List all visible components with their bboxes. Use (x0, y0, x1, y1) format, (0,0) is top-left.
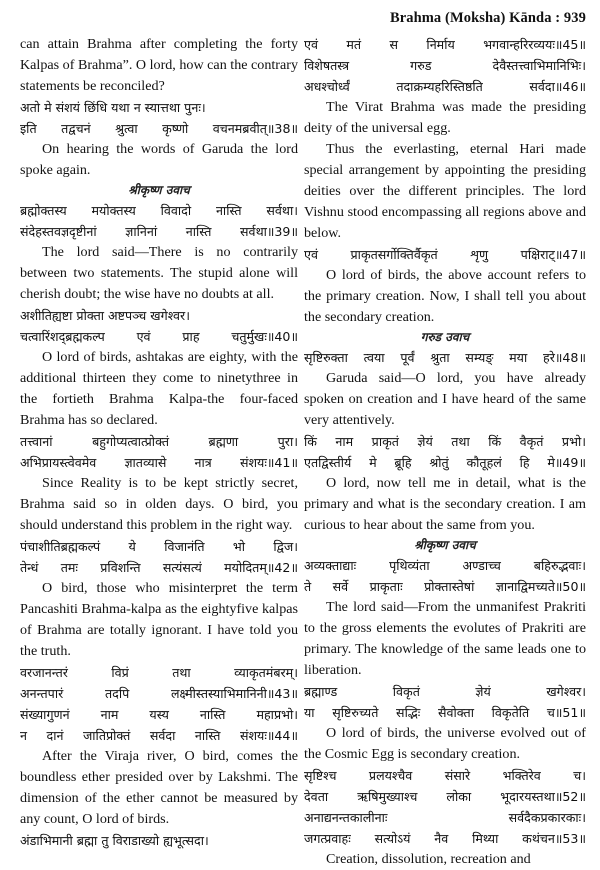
speaker-heading: गरुड उवाच (420, 330, 470, 344)
verse-line: चत्वारिंशद्ब्रह्मकल्प एवं प्राह चतुर्मुखः॥40॥ (20, 329, 298, 344)
verse-line: इति तद्वचनं श्रुत्वा कृष्णो वचनमब्रवीत्‌॥38॥ (20, 121, 298, 136)
paragraph: On hearing the words of Garuda the lord spoke again. (20, 141, 298, 178)
paragraph: O lord, now tell me in detail, what is the primary and what is the secondary creation. I am curious to hear about the same from you. (304, 475, 586, 533)
verse-line: अशीतिह्यष्टा प्रोक्ता अष्टपञ्च खगेश्वर। (20, 308, 190, 323)
verse-line: किं नाम प्राकृतं ज्ञेयं तथा किं वैकृतं प्रभो। (304, 434, 586, 449)
two-column-body (20, 34, 586, 870)
verse-line: सृष्टिश्च प्रलयश्चैव संसारे भक्तिरेव च। (304, 768, 586, 783)
verse-line: या सृष्टिरुच्यते सद्भिः सैवोक्ता विकृतेति च॥51॥ (304, 705, 586, 720)
paragraph: O bird, those who misinterpret the term Pancashiti Brahma-kalpa as the eightyfive kalpas of Brahma are totally ignorant. I have told you the truth. (20, 580, 298, 659)
paragraph: The lord said—There is no contrarily between two statements. The stupid alone will cherish doubt; the wise have no doubts at all. (20, 244, 298, 302)
speaker-heading: श्रीकृष्ण उवाच (128, 183, 190, 197)
paragraph: O lord of birds, the above account refers to the primary creation. Now, I shall tell you about the secondary creation. (304, 267, 586, 325)
verse-line: अधश्चोर्ध्वं तदाक्रम्यहरिस्तिष्ठति सर्वदा॥46॥ (304, 79, 586, 94)
verse-line: जगत्प्रवाहः सत्योऽयं नैव मिथ्या कथंचन॥53॥ (304, 831, 586, 846)
verse-line: अतो मे संशयं छिंधि यथा न स्यात्तथा पुनः। (20, 100, 206, 115)
verse-line: एतद्विस्तीर्य मे ब्रूहि श्रोतुं कौतूहलं हि मे॥49॥ (304, 455, 586, 470)
verse-line: संदेहस्तवज्ञदृष्टीनां ज्ञानिनां नास्ति सर्वथा॥39॥ (20, 224, 298, 239)
right-column (304, 34, 586, 870)
verse-line: अनाद्यनन्तकालीनाः सर्वदैकप्रकारकाः। (304, 810, 586, 825)
verse-line: पंचाशीतिब्रह्मकल्पं ये विजानंति भो द्विज। (20, 539, 298, 554)
paragraph: Creation, dissolution, recreation and (326, 851, 531, 867)
verse-line: सृष्टिरुक्ता त्वया पूर्वं श्रुता सम्यङ्‌ मया हरे॥48॥ (304, 350, 586, 365)
running-header: Brahma (Moksha) Kānda : 939 (389, 10, 586, 26)
paragraph: can attain Brahma after completing the forty Kalpas of Brahma”. O lord, how can the contrary statements be reconciled? (20, 36, 298, 94)
verse-line: न दानं जातिप्रोक्तं सर्वदा नास्ति संशयः॥44॥ (20, 728, 298, 743)
verse-line: अनन्तपारं तदपि लक्ष्मीस्तस्याभिमानिनी॥43॥ (20, 686, 298, 701)
paragraph: Since Reality is to be kept strictly secret, Brahma said so in olden days. O bird, you should understand this problem in the right way. (20, 475, 298, 533)
verse-line: वरजानन्तरं विप्रं तथा व्याकृतमंबरम्‌। (20, 665, 298, 680)
verse-line: तत्त्वानां बहुगोप्यत्वात्प्रोक्तं ब्रह्मणा पुरा। (20, 434, 298, 449)
verse-line: ब्रह्माण्ड विकृतं ज्ञेयं खगेश्वर। (304, 684, 586, 699)
paragraph: O lord of birds, the universe evolved out of the Cosmic Egg is secondary creation. (304, 725, 586, 762)
verse-line: अव्यक्ताद्याः पृथिव्यंता अण्डाच्च बहिरुद्भवाः। (304, 558, 586, 573)
verse-line: तेन्धं तमः प्रविशन्ति सत्यंसत्यं मयोदितम्‌॥42॥ (20, 560, 298, 575)
verse-line: एवं मतं स निर्माय भगवान्हरिरव्ययः॥45॥ (304, 37, 586, 52)
verse-line: एवं प्राकृतसर्गोक्तिर्वैकृतं शृणु पक्षिराट्‌॥47॥ (304, 247, 586, 262)
paragraph: Thus the everlasting, eternal Hari made special arrangement by appointing the presiding deities over the different principles. The lord Vishnu stood encompassing all regions above and below. (304, 141, 586, 241)
verse-line: ब्रह्मोक्तस्य मयोक्तस्य विवादो नास्ति सर्वथा। (20, 203, 298, 218)
verse-line: विशेषतस्त्र गरुड देवैस्तत्त्वाभिमानिभिः। (304, 58, 586, 73)
paragraph: O lord of birds, ashtakas are eighty, with the additional thirteen they come to ninetythree in the fortieth Brahma Kalpa-the four-faced Brahma has so declared. (20, 349, 298, 428)
paragraph: Garuda said—O lord, you have already spoken on creation and I have heard of the same very attentively. (304, 370, 586, 428)
paragraph: After the Viraja river, O bird, comes the boundless ether presided over by Lakshmi. The dimension of the ether cannot be measured by any count, O lord of birds. (20, 748, 298, 827)
verse-line: अभिप्रायस्त्वेवमेव ज्ञातव्यासे नात्र संशयः॥41॥ (20, 455, 298, 470)
paragraph: The Virat Brahma was made the presiding deity of the universal egg. (304, 99, 586, 136)
speaker-heading: श्रीकृष्ण उवाच (414, 538, 476, 552)
left-column (20, 34, 298, 870)
verse-line: संख्यागुणनं नाम यस्य नास्ति महाप्रभो। (20, 707, 298, 722)
verse-line: देवता ऋषिमुख्याश्च लोका भूदारयस्तथा॥52॥ (304, 789, 586, 804)
verse-line: ते सर्वे प्राकृताः प्रोक्तास्तेषां ज्ञानाद्विमच्यते॥50॥ (304, 579, 586, 594)
verse-line: अंडाभिमानी ब्रह्मा तु विराडाख्यो ह्यभूत्सदा। (20, 833, 209, 848)
paragraph: The lord said—From the unmanifest Prakriti to the gross elements the evolutes of Prakriti are primary. The knowledge of the same leads one to liberation. (304, 599, 586, 678)
